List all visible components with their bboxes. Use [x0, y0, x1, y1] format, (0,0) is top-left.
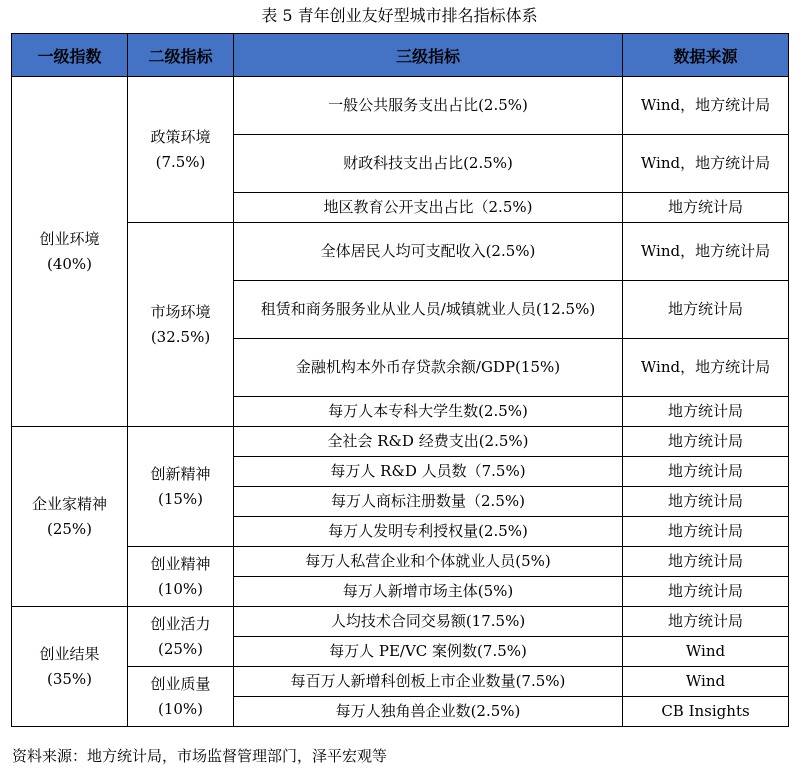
table-row [12, 223, 789, 281]
indicator-cell: 财政科技支出占比(2.5%) [234, 135, 623, 193]
source-cell: 地方统计局 [623, 547, 789, 577]
level1-cell: 创业结果 (35%) [12, 607, 128, 727]
source-cell: 地方统计局 [623, 397, 789, 427]
source-cell: Wind [623, 667, 789, 697]
table-row [12, 77, 789, 135]
indicator-table [11, 33, 789, 727]
indicator-cell: 全体居民人均可支配收入(2.5%) [234, 223, 623, 281]
level1-cell: 创业环境 (40%) [12, 77, 128, 427]
source-cell: Wind，地方统计局 [623, 223, 789, 281]
source-cell: 地方统计局 [623, 281, 789, 339]
level2-cell: 创新精神 (15%) [128, 427, 234, 547]
source-cell: 地方统计局 [623, 487, 789, 517]
indicator-cell: 地区教育公开支出占比（2.5%) [234, 193, 623, 223]
source-cell: 地方统计局 [623, 193, 789, 223]
source-cell: Wind，地方统计局 [623, 77, 789, 135]
header-level2: 二级指标 [128, 34, 234, 77]
source-cell: Wind [623, 637, 789, 667]
source-cell: Wind，地方统计局 [623, 135, 789, 193]
indicator-cell: 每万人发明专利授权量(2.5%) [234, 517, 623, 547]
source-cell: 地方统计局 [623, 517, 789, 547]
indicator-cell: 每万人本专科大学生数(2.5%) [234, 397, 623, 427]
header-level1: 一级指数 [12, 34, 128, 77]
indicator-cell: 每百万人新增科创板上市企业数量(7.5%) [234, 667, 623, 697]
indicator-cell: 租赁和商务服务业从业人员/城镇就业人员(12.5%) [234, 281, 623, 339]
table-row [12, 607, 789, 637]
table-row [12, 667, 789, 697]
source-note: 资料来源：地方统计局，市场监督管理部门，泽平宏观等 [12, 747, 388, 765]
indicator-cell: 每万人 R&D 人员数（7.5%) [234, 457, 623, 487]
indicator-cell: 全社会 R&D 经费支出(2.5%) [234, 427, 623, 457]
source-cell: Wind，地方统计局 [623, 339, 789, 397]
level2-cell: 政策环境 (7.5%) [128, 77, 234, 223]
table-title: 表 5 青年创业友好型城市排名指标体系 [261, 6, 538, 25]
source-cell: 地方统计局 [623, 457, 789, 487]
level2-cell: 创业活力 (25%) [128, 607, 234, 667]
header-level3: 三级指标 [234, 34, 623, 77]
indicator-cell: 每万人独角兽企业数(2.5%) [234, 697, 623, 727]
header-row [12, 34, 789, 77]
level2-cell: 创业质量 (10%) [128, 667, 234, 727]
indicator-cell: 每万人 PE/VC 案例数(7.5%) [234, 637, 623, 667]
indicator-cell: 每万人新增市场主体(5%) [234, 577, 623, 607]
header-source: 数据来源 [623, 34, 789, 77]
source-cell: 地方统计局 [623, 427, 789, 457]
level2-cell: 创业精神 (10%) [128, 547, 234, 607]
source-cell: 地方统计局 [623, 577, 789, 607]
source-cell: CB Insights [623, 697, 789, 727]
table-row [12, 427, 789, 457]
level1-cell: 企业家精神 (25%) [12, 427, 128, 607]
table-row [12, 547, 789, 577]
indicator-cell: 每万人商标注册数量（2.5%) [234, 487, 623, 517]
level2-cell: 市场环境 (32.5%) [128, 223, 234, 427]
indicator-cell: 一般公共服务支出占比(2.5%) [234, 77, 623, 135]
indicator-cell: 每万人私营企业和个体就业人员(5%) [234, 547, 623, 577]
indicator-cell: 人均技术合同交易额(17.5%) [234, 607, 623, 637]
source-cell: 地方统计局 [623, 607, 789, 637]
indicator-cell: 金融机构本外币存贷款余额/GDP(15%) [234, 339, 623, 397]
